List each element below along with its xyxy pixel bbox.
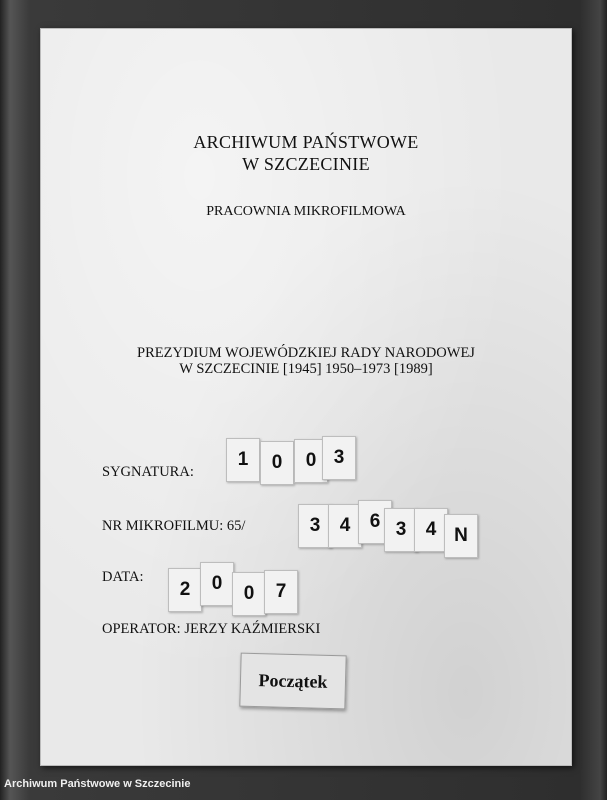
- microfilm-digit-5: 4: [414, 508, 448, 552]
- start-stamp-label: Początek: [239, 653, 346, 710]
- signature-digit-1: 1: [226, 438, 260, 482]
- date-label: DATA:: [102, 569, 144, 585]
- archive-name-line2: W SZCZECINIE: [242, 154, 370, 174]
- signature-digit-3: 0: [294, 439, 328, 483]
- collection-title-line2: W SZCZECINIE [1945] 1950–1973 [1989]: [179, 361, 433, 377]
- microfilm-digit-1: 3: [298, 504, 332, 548]
- collection-title-line1: PREZYDIUM WOJEWÓDZKIEJ RADY NARODOWEJ: [137, 345, 475, 361]
- date-digit-1: 2: [168, 568, 202, 612]
- microfilm-digit-4: 3: [384, 508, 418, 552]
- date-digit-3: 0: [232, 572, 266, 616]
- operator-line: OPERATOR: JERZY KAŹMIERSKI: [102, 621, 321, 637]
- signature-digit-4: 3: [322, 436, 356, 480]
- archive-name-line1: ARCHIWUM PAŃSTWOWE: [193, 132, 419, 152]
- date-digit-2: 0: [200, 562, 234, 606]
- microfilm-label: NR MIKROFILMU: 65/: [102, 518, 246, 534]
- microfilm-digit-3: 6: [358, 500, 392, 544]
- signature-digit-2: 0: [260, 441, 294, 485]
- date-digit-4: 7: [264, 570, 298, 614]
- document-sheet: [40, 28, 572, 766]
- department-name: PRACOWNIA MIKROFILMOWA: [206, 204, 406, 219]
- microfilm-digit-6: N: [444, 514, 478, 558]
- footer-watermark: Archiwum Państwowe w Szczecinie: [4, 778, 191, 790]
- microfilm-digit-2: 4: [328, 504, 362, 548]
- signature-label: SYGNATURA:: [102, 464, 194, 480]
